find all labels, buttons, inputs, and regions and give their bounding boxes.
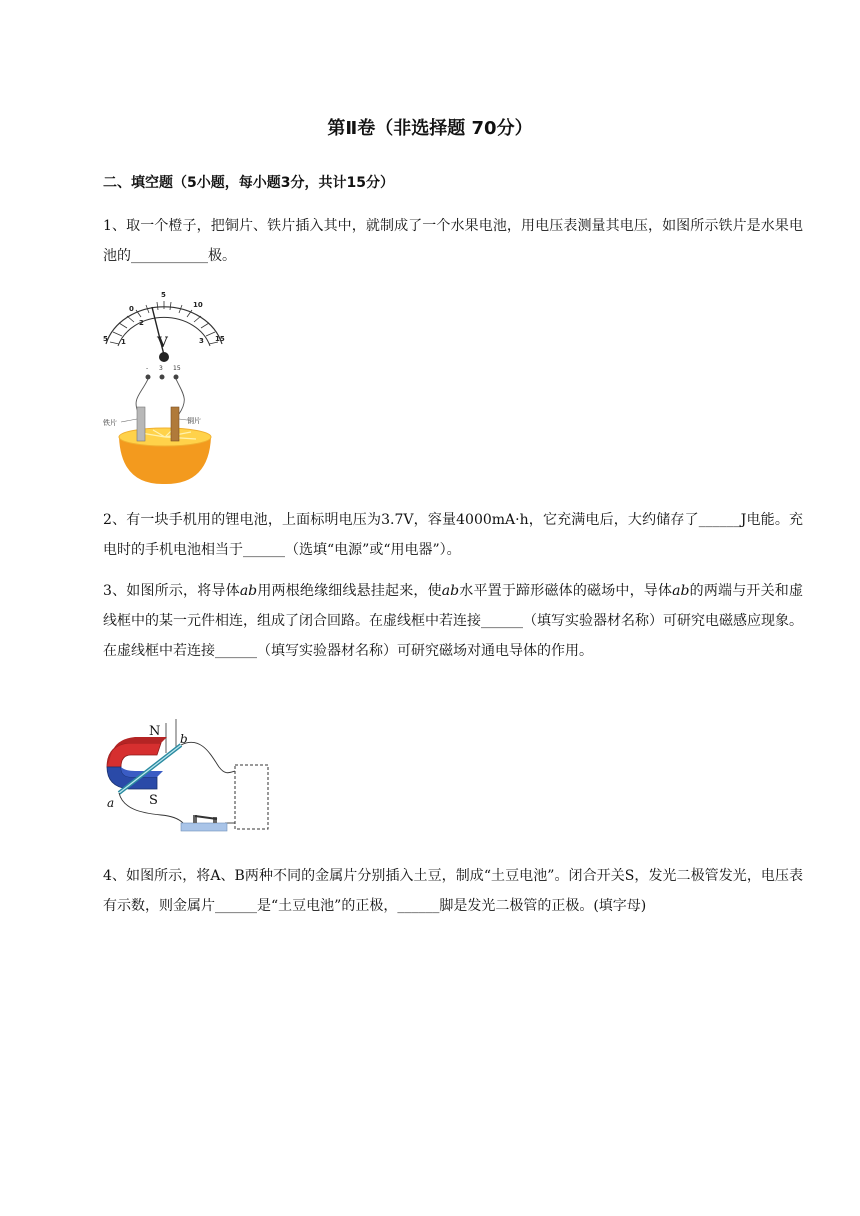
variable-ab: ab (239, 583, 258, 599)
section-heading: 二、填空题（5小题，每小题3分，共计15分） (103, 175, 394, 191)
answer-blank: ______ (215, 643, 257, 659)
question-3-text: 的两端与开关和虚线框中的某一元件相连，组成了闭合回路。在虚线框中若连接 (103, 583, 803, 629)
question-3-text: （填写实验器材名称）可研究磁场对通电导体的作用。 (257, 643, 593, 659)
question-3 (103, 576, 803, 666)
question-3-text: 用两根绝缘细线悬挂起来，使 (257, 583, 442, 599)
question-1-text: 极。 (208, 248, 236, 264)
label-iron: 铁片 (103, 419, 117, 427)
iron-strip (137, 407, 145, 441)
label-a: a (107, 796, 115, 810)
question-1 (103, 211, 803, 271)
answer-blank: ______ (481, 613, 523, 629)
question-3-text: 水平置于蹄形磁体的磁场中，导体 (459, 583, 673, 599)
meter-symbol: V (157, 335, 168, 351)
label-copper: 铜片 (187, 417, 201, 425)
question-4-text: 脚是发光二极管的正极。(填字母) (439, 898, 647, 914)
meter-pivot (159, 352, 169, 362)
terminal (160, 375, 165, 380)
question-2-text: J电能。充电时的手机电池相当于 (103, 512, 803, 558)
pointer-line (179, 419, 187, 420)
question-1-text: 1、取一个橙子，把铜片、铁片插入其中，就制成了一个水果电池，用电压表测量其电压，如图所示铁片是水果电池的 (103, 218, 803, 264)
variable-ab: ab (441, 583, 460, 599)
scale-label: 5 (103, 335, 108, 343)
label-north: N (149, 724, 161, 739)
question-2 (103, 505, 803, 565)
scale-label: 15 (215, 335, 225, 343)
scale-label: 2 (139, 319, 144, 327)
dashed-component-box (235, 765, 268, 829)
pointer-line (121, 419, 137, 422)
figure-voltmeter-orange-battery (101, 289, 227, 485)
answer-blank: ______ (698, 512, 741, 528)
figure-horseshoe-magnet (101, 715, 275, 837)
question-4-text: 是“土豆电池”的正极， (257, 898, 398, 914)
question-3-text: 3、如图所示，将导体 (103, 583, 240, 599)
scale-label: 3 (199, 337, 204, 345)
question-2-text: （选填“电源”或“用电器”）。 (285, 542, 461, 558)
scale-label: 5 (161, 291, 166, 299)
answer-blank: ___________ (131, 248, 208, 264)
question-2-text: 2、有一块手机用的锂电池，上面标明电压为3.7V，容量4000mA·h，它充满电后，大约储存了 (103, 512, 699, 528)
wire (181, 742, 235, 773)
terminal-label: - (146, 365, 149, 372)
scale-label: 1 (121, 338, 126, 346)
label-south: S (149, 793, 158, 808)
variable-ab: ab (672, 583, 690, 599)
terminal (174, 375, 179, 380)
question-3-text: （填写实验器材名称）可研究电磁感应现象。在虚线框中若连接 (103, 613, 803, 659)
answer-blank: ______ (215, 898, 257, 914)
terminal-label: 3 (159, 365, 163, 372)
answer-blank: ______ (397, 898, 440, 914)
scale-label: 10 (193, 301, 203, 309)
question-4-text: 4、如图所示，将A、B两种不同的金属片分别插入土豆，制成“土豆电池”。闭合开关S，发光二极管发光，电压表有示数，则金属片 (103, 868, 803, 914)
terminal-label: 15 (173, 365, 181, 372)
label-b: b (180, 732, 188, 746)
copper-strip (171, 407, 179, 441)
switch-base (181, 823, 227, 831)
page-title: 第Ⅱ卷（非选择题 70分） (327, 118, 533, 139)
answer-blank: ______ (243, 542, 285, 558)
scale-label: 0 (129, 305, 134, 313)
terminal (146, 375, 151, 380)
question-4 (103, 861, 803, 921)
